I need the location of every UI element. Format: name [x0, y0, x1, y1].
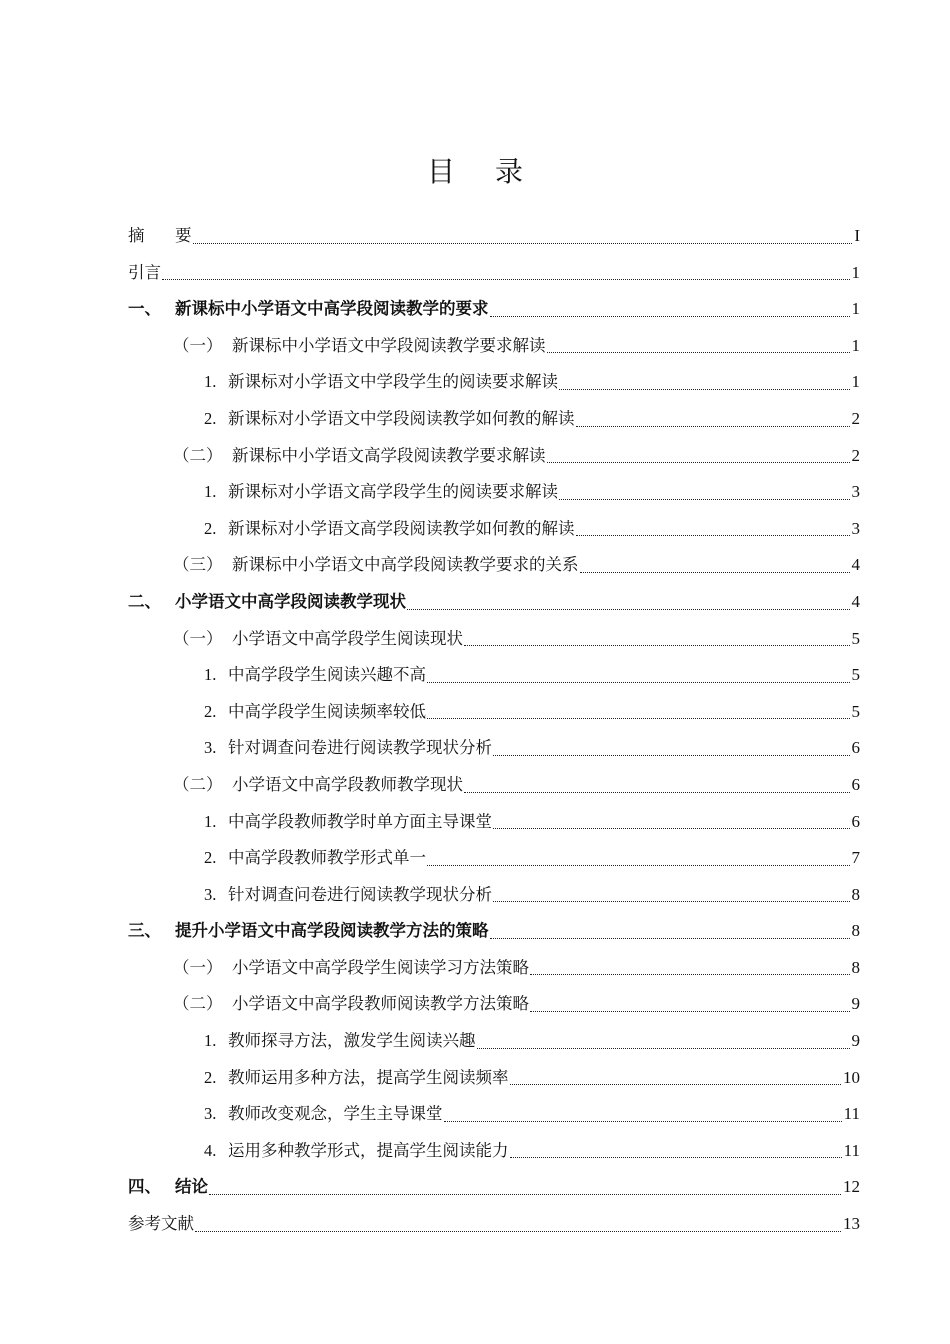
- toc-entry-text: 新课标对小学语文中学段阅读教学如何教的解读: [228, 408, 575, 428]
- toc-entry[interactable]: [128, 547, 860, 584]
- toc-entry-text: 新课标对小学语文高学段阅读教学如何教的解读: [228, 518, 575, 538]
- toc-entry-page-number: 11: [843, 1140, 860, 1160]
- toc-entry-number: （二）: [173, 994, 223, 1014]
- dot-leader: [547, 461, 850, 463]
- toc-entry-page-number: 4: [851, 591, 860, 611]
- dot-leader: [580, 571, 850, 573]
- toc-entry-page-number: 7: [851, 848, 860, 868]
- toc-entry-heading: [128, 1169, 208, 1206]
- dot-leader: [209, 1193, 841, 1195]
- toc-title-char-2: 录: [495, 155, 524, 188]
- toc-entry-number: 1.: [204, 482, 217, 502]
- toc-entry[interactable]: [128, 913, 860, 950]
- toc-entry-number: （一）: [173, 957, 223, 977]
- toc-entry-heading: [128, 218, 192, 255]
- toc-entry-number: 2.: [204, 518, 217, 538]
- toc-entry-page-number: 5: [851, 665, 860, 685]
- toc-entry-page-number: 6: [851, 738, 860, 758]
- toc-entry-page-number: 9: [851, 1031, 860, 1051]
- toc-entry-text: 新课标对小学语文中学段学生的阅读要求解读: [228, 372, 558, 392]
- toc-entry[interactable]: [128, 840, 860, 877]
- toc-entry-page-number: 5: [851, 628, 860, 648]
- toc-entry-text: 教师改变观念，学生主导课堂: [228, 1104, 443, 1124]
- toc-entry-heading: [204, 474, 558, 511]
- toc-entry-number: 2.: [204, 1067, 217, 1087]
- dot-leader: [510, 1083, 842, 1085]
- toc-entry[interactable]: [128, 255, 860, 292]
- toc-entry-page-number: 10: [843, 1067, 860, 1087]
- toc-entry-text: 教师探寻方法，激发学生阅读兴趣: [228, 1031, 476, 1051]
- toc-entry-number: 2.: [204, 701, 217, 721]
- toc-entry[interactable]: [128, 1133, 860, 1170]
- dot-leader: [490, 937, 850, 939]
- toc-entry-text: 小学语文中高学段教师教学现状: [232, 774, 463, 794]
- toc-entry-page-number: 2: [851, 445, 860, 465]
- toc-entry-heading: [128, 255, 161, 292]
- dot-leader: [559, 388, 850, 390]
- toc-entry-page-number: 8: [851, 957, 860, 977]
- toc-entry-number: （二）: [173, 445, 223, 465]
- toc-entry-page-number: 11: [843, 1104, 860, 1124]
- toc-entry-heading: [204, 1060, 509, 1097]
- toc-entry[interactable]: [128, 767, 860, 804]
- toc-entry-page-number: 8: [851, 921, 860, 941]
- toc-entry-number: 1.: [204, 372, 217, 392]
- toc-entry[interactable]: [128, 1169, 860, 1206]
- toc-entry-number: 四、: [128, 1177, 161, 1197]
- dot-leader: [493, 754, 850, 756]
- dot-leader: [547, 351, 850, 353]
- toc-entry[interactable]: [128, 1023, 860, 1060]
- dot-leader: [195, 1230, 841, 1232]
- toc-entry-text: 新课标中小学语文高学段阅读教学要求解读: [232, 445, 546, 465]
- toc-entry-heading: [128, 1206, 194, 1243]
- toc-entry-heading: [173, 328, 546, 365]
- toc-entry-page-number: 1: [851, 335, 860, 355]
- toc-entry-page-number: 4: [851, 555, 860, 575]
- dot-leader: [427, 717, 850, 719]
- toc-entry-char-2: 要: [175, 226, 192, 245]
- dot-leader: [490, 315, 850, 317]
- toc-entry[interactable]: [128, 1096, 860, 1133]
- toc-title: [0, 150, 950, 190]
- toc-entry-page-number: 8: [851, 884, 860, 904]
- toc-entry-number: （一）: [173, 335, 223, 355]
- toc-entry-number: 1.: [204, 811, 217, 831]
- toc-entry-number: （一）: [173, 628, 223, 648]
- toc-entry-page-number: 3: [851, 518, 860, 538]
- toc-entry-text: 引言: [128, 262, 161, 282]
- toc-entry-number: 2.: [204, 408, 217, 428]
- toc-entry-heading: [173, 547, 579, 584]
- toc-entry-text: 教师运用多种方法，提高学生阅读频率: [228, 1067, 509, 1087]
- toc-entry[interactable]: [128, 877, 860, 914]
- toc-entry[interactable]: [128, 364, 860, 401]
- toc-entry-page-number: 9: [851, 994, 860, 1014]
- toc-entry-number: （三）: [173, 555, 223, 575]
- toc-entry-number: 3.: [204, 884, 217, 904]
- toc-entry-number: 2.: [204, 848, 217, 868]
- table-of-contents: [128, 218, 860, 1243]
- dot-leader: [464, 791, 850, 793]
- toc-entry-text: 中高学段学生阅读频率较低: [228, 701, 426, 721]
- toc-entry-number: 1.: [204, 665, 217, 685]
- dot-leader: [427, 864, 850, 866]
- toc-entry-number: 4.: [204, 1140, 217, 1160]
- dot-leader: [427, 681, 850, 683]
- toc-entry-heading: [204, 401, 575, 438]
- dot-leader: [464, 644, 850, 646]
- toc-entry-number: （二）: [173, 774, 223, 794]
- toc-entry[interactable]: [128, 511, 860, 548]
- toc-entry-heading: [204, 1023, 476, 1060]
- toc-entry[interactable]: [128, 694, 860, 731]
- toc-entry-text: 提升小学语文中高学段阅读教学方法的策略: [175, 921, 489, 941]
- toc-entry-text: 新课标中小学语文中高学段阅读教学的要求: [175, 299, 489, 319]
- toc-entry-heading: [173, 767, 463, 804]
- toc-entry[interactable]: [128, 584, 860, 621]
- toc-entry-text: 新课标中小学语文中学段阅读教学要求解读: [232, 335, 546, 355]
- toc-entry-text: 结论: [175, 1177, 208, 1197]
- dot-leader: [493, 827, 850, 829]
- toc-entry-heading: [204, 694, 426, 731]
- toc-entry-page-number: 1: [851, 262, 860, 282]
- toc-entry-heading: [204, 877, 492, 914]
- dot-leader: [444, 1120, 842, 1122]
- toc-entry-page-number: 1: [851, 372, 860, 392]
- toc-title-char-1: 目: [426, 155, 455, 188]
- toc-entry[interactable]: [128, 438, 860, 475]
- toc-entry-heading: [128, 584, 406, 621]
- toc-entry-number: 三、: [128, 921, 161, 941]
- toc-entry-heading: [204, 804, 492, 841]
- toc-entry-number: 1.: [204, 1031, 217, 1051]
- dot-leader: [477, 1047, 850, 1049]
- toc-entry-number: 3.: [204, 1104, 217, 1124]
- toc-entry-text: 中高学段教师教学时单方面主导课堂: [228, 811, 492, 831]
- toc-entry-text: 运用多种教学形式，提高学生阅读能力: [228, 1140, 509, 1160]
- dot-leader: [576, 534, 850, 536]
- toc-entry[interactable]: [128, 950, 860, 987]
- toc-entry-page-number: 1: [851, 299, 860, 319]
- toc-entry[interactable]: [128, 621, 860, 658]
- toc-entry-page-number: 6: [851, 774, 860, 794]
- dot-leader: [559, 498, 850, 500]
- toc-entry[interactable]: [128, 401, 860, 438]
- toc-entry-heading: [173, 621, 463, 658]
- toc-entry-heading: [173, 438, 546, 475]
- toc-entry[interactable]: [128, 328, 860, 365]
- toc-entry-heading: [173, 986, 529, 1023]
- toc-entry-heading: [204, 1096, 443, 1133]
- toc-entry-text: 针对调查问卷进行阅读教学现状分析: [228, 884, 492, 904]
- toc-entry-char-1: 摘: [128, 226, 145, 245]
- toc-entry-page-number: 13: [843, 1214, 860, 1234]
- toc-entry-text: 新课标对小学语文高学段学生的阅读要求解读: [228, 482, 558, 502]
- dot-leader: [162, 278, 850, 280]
- toc-entry-heading: [204, 364, 558, 401]
- toc-entry-text: 中高学段学生阅读兴趣不高: [228, 665, 426, 685]
- toc-entry-heading: [204, 840, 426, 877]
- toc-entry-text: 小学语文中高学段学生阅读现状: [232, 628, 463, 648]
- toc-entry-heading: [204, 511, 575, 548]
- toc-entry-page-number: 12: [843, 1177, 860, 1197]
- dot-leader: [530, 1010, 850, 1012]
- toc-entry-text: 小学语文中高学段学生阅读学习方法策略: [232, 957, 529, 977]
- dot-leader: [510, 1156, 842, 1158]
- toc-entry-text: 中高学段教师教学形式单一: [228, 848, 426, 868]
- toc-entry[interactable]: [128, 986, 860, 1023]
- toc-entry[interactable]: [128, 1060, 860, 1097]
- toc-entry-page-number: 5: [851, 701, 860, 721]
- toc-entry[interactable]: [128, 291, 860, 328]
- toc-entry-heading: [173, 950, 529, 987]
- toc-entry-text: 小学语文中高学段阅读教学现状: [175, 591, 406, 611]
- toc-entry-page-number: I: [854, 226, 860, 245]
- toc-entry-number: 3.: [204, 738, 217, 758]
- toc-entry[interactable]: [128, 218, 860, 255]
- toc-entry-number: 二、: [128, 591, 161, 611]
- toc-entry-page-number: 2: [851, 408, 860, 428]
- toc-entry-page-number: 3: [851, 482, 860, 502]
- toc-entry-heading: [204, 657, 426, 694]
- toc-entry-text: 新课标中小学语文中高学段阅读教学要求的关系: [232, 555, 579, 575]
- dot-leader: [530, 973, 850, 975]
- dot-leader: [493, 900, 850, 902]
- dot-leader: [193, 242, 853, 244]
- toc-entry-heading: [204, 1133, 509, 1170]
- toc-entry-heading: [128, 291, 489, 328]
- toc-entry[interactable]: [128, 1206, 860, 1243]
- toc-entry-number: 一、: [128, 299, 161, 319]
- toc-entry-text: 针对调查问卷进行阅读教学现状分析: [228, 738, 492, 758]
- toc-entry[interactable]: [128, 804, 860, 841]
- toc-entry-heading: [128, 913, 489, 950]
- dot-leader: [407, 608, 850, 610]
- toc-entry[interactable]: [128, 730, 860, 767]
- toc-entry-heading: [204, 730, 492, 767]
- toc-entry-page-number: 6: [851, 811, 860, 831]
- toc-entry-text: 小学语文中高学段教师阅读教学方法策略: [232, 994, 529, 1014]
- toc-entry[interactable]: [128, 474, 860, 511]
- toc-entry-text: 参考文献: [128, 1214, 194, 1234]
- toc-entry[interactable]: [128, 657, 860, 694]
- dot-leader: [576, 425, 850, 427]
